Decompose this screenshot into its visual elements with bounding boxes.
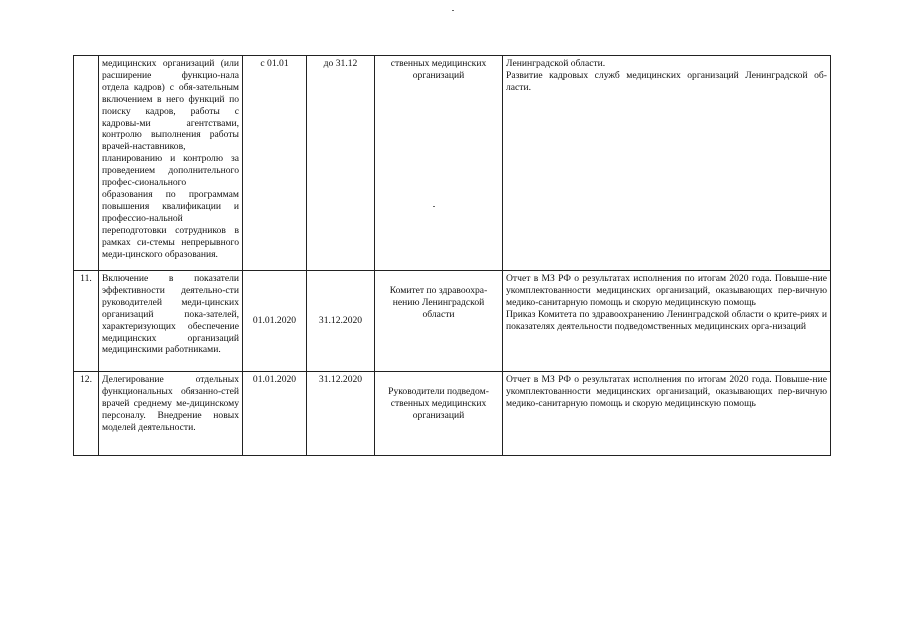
table-row <box>74 271 831 372</box>
table-row <box>74 56 831 271</box>
measure-description: Делегирование отдельных функциональных обязанно-стей врачей среднему ме-дицинскому персоналу. Внедрение новых моделей деятельности. <box>99 372 243 456</box>
measure-description: Включение в показатели эффективности деятельно-сти руководителей меди-цинских организаций пока-зателей, характеризующих обеспечение медицинских организаций медицинскими работниками. <box>99 271 243 372</box>
result-paragraph: Развитие кадровых служб медицинских организаций Ленинградской об-ласти. <box>506 69 827 93</box>
start-date: с 01.01 <box>243 56 307 271</box>
start-date: 01.01.2020 <box>243 271 307 372</box>
measure-description: медицинских организаций (или расширение функцио-нала отдела кадров) с обя-зательным включением в него функций по поиску кадров, работы с кадровы-ми агентствами, контролю выполнения работы врачей-наставников, планированию и контролю за проведением дополнительного профес-сионального образования по программам повышения квалификации и профессио-нальной переподготовки сотрудников в рамках си-стемы непрерывного меди-цинского образования. <box>99 56 243 271</box>
start-date: 01.01.2020 <box>243 372 307 456</box>
result-paragraph: Ленинградской области. <box>506 58 606 69</box>
result-paragraph: Отчет в МЗ РФ о результатах исполнения по итогам 2020 года. Повыше-ние укомплектованности медицинских организаций, оказывающих пер-вичную медико-санитарную помощь и скорую медицинскую помощь <box>506 374 827 409</box>
row-number: 12. <box>74 372 99 456</box>
row-number <box>74 56 99 271</box>
end-date: 31.12.2020 <box>307 271 375 372</box>
end-date: 31.12.2020 <box>307 372 375 456</box>
responsible-party: Комитет по здравоохра-нению Ленинградской области <box>375 271 503 372</box>
responsible-party: ственных медицинских организаций <box>375 56 503 271</box>
responsible-party: Руководители подведом-ственных медицинских организаций <box>375 372 503 456</box>
row-number: 11. <box>74 271 99 372</box>
end-date: до 31.12 <box>307 56 375 271</box>
expected-result <box>503 56 831 271</box>
table-row <box>74 372 831 456</box>
expected-result <box>503 271 831 372</box>
expected-result <box>503 372 831 456</box>
result-paragraph: Отчет в МЗ РФ о результатах исполнения по итогам 2020 года. Повыше-ние укомплектованности медицинских организаций, оказывающих пер-вичную медико-санитарную помощь и скорую медицинскую помощь <box>506 273 827 308</box>
measures-table <box>73 55 831 456</box>
scan-speck <box>452 10 454 11</box>
result-paragraph: Приказ Комитета по здравоохранению Ленинградской области о крите-риях и показателях деятельности подведомственных медицинских орга-низаций <box>506 308 827 332</box>
